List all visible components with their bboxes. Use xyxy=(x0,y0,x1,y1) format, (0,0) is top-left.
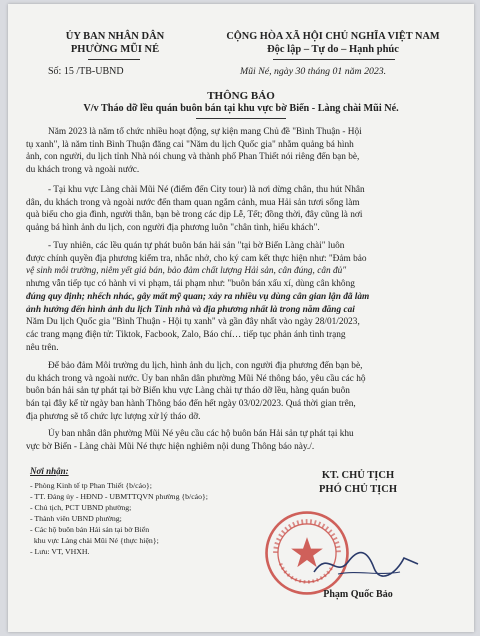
p4-line: buôn bán hải sản tự phát tại bờ Biển khu vực Làng chài tự tháo dỡ lều, hàng quán buôn xyxy=(26,386,350,397)
paragraph-4 xyxy=(26,360,458,424)
country-name: CỘNG HÒA XÃ HỘI CHỦ NGHĨA VIỆT NAM xyxy=(226,31,440,42)
recipient-item: - Chủ tịch, PCT UBND phường; xyxy=(30,503,132,512)
document-number: Số: 15 /TB-UBND xyxy=(48,66,124,77)
p5-line: Ủy ban nhân dân phường Mũi Né yêu cầu các hộ buôn bán Hải sản tự phát tại khu xyxy=(48,429,354,439)
p3-line: Năm Du lịch Quốc gia "Bình Thuận - Hội tụ xanh" và gần đây nhất vào ngày 28/01/2023, xyxy=(26,317,360,328)
p1-line: Năm 2023 là năm tổ chức nhiều hoạt động, sự kiện mang Chủ đề "Bình Thuận - Hội xyxy=(48,127,362,137)
recipient-item: khu vực Làng chài Mũi Né {thực hiện}; xyxy=(30,536,159,545)
subject-rule xyxy=(196,118,286,119)
p3-line: vệ sinh môi trường, niêm yết giá bán, bảo đảm chất lượng Hải sản, cân đúng, cân đủ" xyxy=(26,266,347,277)
p3-line: các trang mạng điện tử: Tiktok, Facbook, Zalo, Báo chí… tiếp tục phản ánh tình trạng xyxy=(26,329,346,340)
document-page xyxy=(8,4,474,632)
header-left-rule xyxy=(88,59,140,60)
p3-line: - Tuy nhiên, các lều quán tự phát buôn bán hải sản "tại bờ Biển Làng chài" luôn xyxy=(48,241,345,251)
p3-line: ảnh hưởng đến hình ảnh du lịch Tỉnh nhà và địa phương nhất là trong năm đăng cai xyxy=(26,304,355,315)
paragraph-3 xyxy=(26,240,458,354)
recipient-item: - Thành viên UBND phường; xyxy=(30,514,122,523)
handwritten-signature xyxy=(308,544,428,584)
place-date: Mũi Né, ngày 30 tháng 01 năm 2023. xyxy=(240,66,387,77)
p3-line: nhưng vẫn tiếp tục có hành vi vi phạm, tái phạm như: "buôn bán xấu xí, dùng cân không xyxy=(26,279,355,290)
recipients-heading: Nơi nhận: xyxy=(30,466,69,476)
p2-line: quảng bá hình ảnh du lịch, con người địa phương luôn "chân tình, hiếu khách". xyxy=(26,223,320,234)
p3-line: đúng quy định; nhếch nhác, gây mất mỹ quan; xảy ra nhiều vụ dùng cân gian lận đã làm xyxy=(26,291,370,302)
recipient-item: - Lưu: VT, VHXH. xyxy=(30,547,90,556)
p2-line: quà biếu cho gia đình, người thân, bạn bè trong các dịp Lễ, Tết; đồng thời, đây cũng là nơi xyxy=(26,210,363,221)
notice-subject: V/v Tháo dỡ lều quán buôn bán tại khu vực bờ Biển - Làng chài Mũi Né. xyxy=(83,103,399,114)
p4-line: du khách trong và ngoài nước. Ủy ban nhân dân phường Mũi Né thông báo, yêu cầu các hộ xyxy=(26,373,366,384)
signer-name: Phạm Quốc Bảo xyxy=(323,589,393,600)
national-motto: Độc lập – Tự do – Hạnh phúc xyxy=(267,44,399,55)
p1-line: tụ xanh", là năm tỉnh Bình Thuận đăng cai "Năm du lịch Quốc gia" nhằm quảng bá hình xyxy=(26,139,354,150)
p2-line: dân, du khách trong và ngoài nước đến tham quan ngắm cảnh, mua Hải sản tươi sống làm xyxy=(26,197,360,208)
signature-title: KT. CHỦ TỊCH xyxy=(321,470,395,481)
p2-line: - Tại khu vực Làng chài Mũi Né (điểm đến City tour) là nơi dừng chân, thu hút Nhân xyxy=(48,185,365,195)
p1-line: du khách trong và ngoài nước. xyxy=(26,165,140,176)
p3-line: được chính quyền địa phương kiểm tra, nhắc nhở, cho ký cam kết thực hiện như: "Đảm bảo xyxy=(26,253,367,264)
notice-title: THÔNG BÁO xyxy=(207,90,275,102)
paragraph-5 xyxy=(26,428,458,453)
recipient-item: - Các hộ buôn bán Hải sản tại bờ Biển xyxy=(30,525,150,534)
p4-line: Để bảo đảm Môi trường du lịch, hình ảnh du lịch, con người địa phương đến bạn bè, xyxy=(48,361,363,371)
signature-position: PHÓ CHỦ TỊCH xyxy=(319,484,397,495)
p4-line: địa phương sẽ tổ chức lực lượng xử lý tháo dỡ. xyxy=(26,411,201,422)
issuing-org-line1: ỦY BAN NHÂN DÂN xyxy=(65,31,165,42)
header-right-rule xyxy=(273,59,395,60)
paragraph-2 xyxy=(26,184,458,235)
p1-line: ảnh, con người, du lịch tỉnh Nhà nói chung và thành phố Phan Thiết nói riêng đến bạn bè, xyxy=(26,152,360,163)
recipient-item: - TT. Đảng ủy - HĐND - UBMTTQVN phường {b/cáo}; xyxy=(30,492,208,501)
p3-line: nêu trên. xyxy=(26,342,59,353)
recipient-item: - Phòng Kinh tế tp Phan Thiết {b/cáo}; xyxy=(30,481,152,490)
p4-line: bán tại đây kể từ ngày ban hành Thông báo đến hết ngày 03/02/2023. Quá thời gian trên, xyxy=(26,399,356,410)
paragraph-1 xyxy=(26,126,458,177)
issuing-org-line2: PHƯỜNG MŨI NÉ xyxy=(70,44,160,55)
p5-line: vực bờ Biển - Làng chài Mũi Né thực hiện nghiêm nội dung Thông báo này./. xyxy=(26,441,315,452)
